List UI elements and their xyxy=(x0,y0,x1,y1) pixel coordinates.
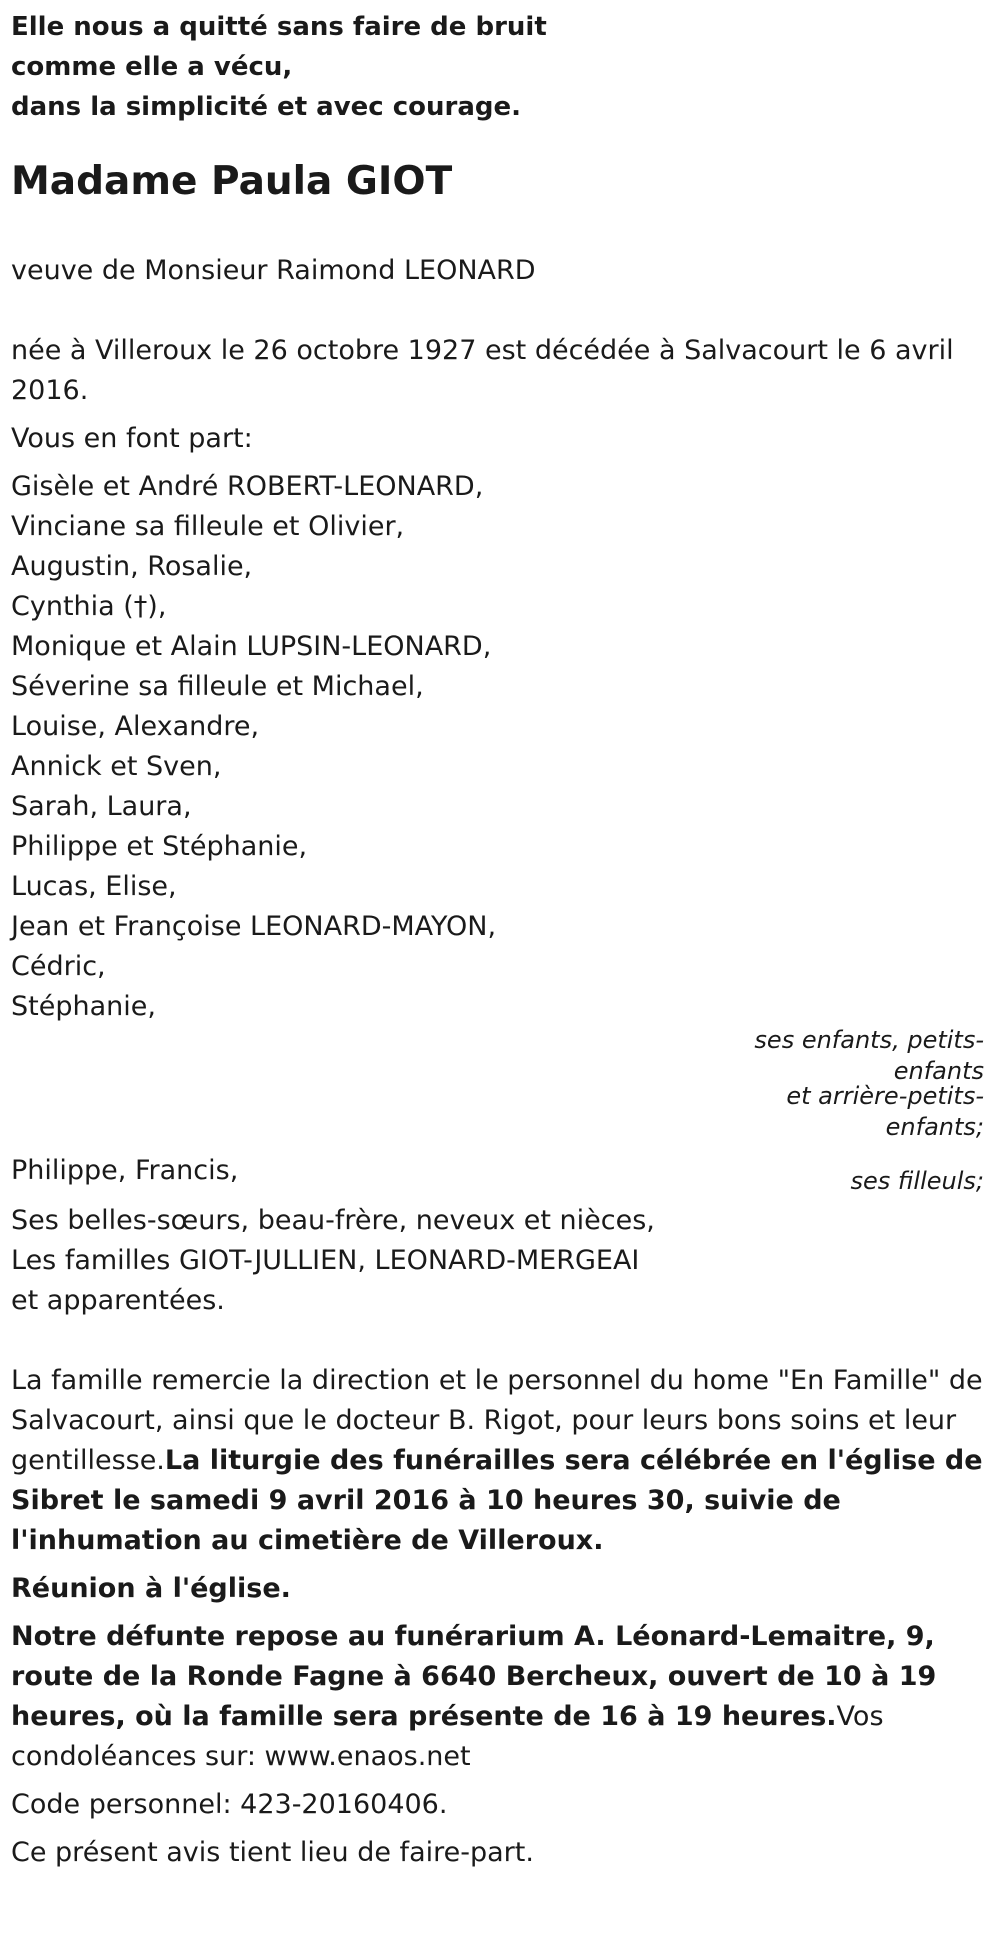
list-item: Annick et Sven, xyxy=(11,751,222,782)
list-item: Sarah, Laura, xyxy=(11,791,192,822)
intro-line: comme elle a vécu, xyxy=(11,52,293,82)
list-item: Vinciane sa filleule et Olivier, xyxy=(11,511,405,542)
list-item: Augustin, Rosalie, xyxy=(11,551,253,582)
extended-family-line: Les familles GIOT-JULLIEN, LEONARD-MERGEAI xyxy=(11,1245,640,1276)
list-item: Lucas, Elise, xyxy=(11,871,177,902)
list-item: Jean et Françoise LEONARD-MAYON, xyxy=(11,911,497,942)
intro-verse xyxy=(11,7,990,127)
intro-line: Elle nous a quitté sans faire de bruit xyxy=(11,12,547,42)
repose-details: Notre défunte repose au funérarium A. Léonard-Lemaitre, 9, route de la Ronde Fagne à 6640 Bercheux, ouvert de 10 à 19 heures, où la famille sera présente de 16 à 19 heures. xyxy=(11,1621,937,1732)
list-item: Gisèle et André ROBERT-LEONARD, xyxy=(11,471,484,502)
list-item: Cynthia (†), xyxy=(11,591,167,622)
condolences-text: Vos condoléances sur: www.enaos.net xyxy=(11,1701,884,1772)
extended-family xyxy=(11,1201,990,1321)
family-list xyxy=(11,467,990,1027)
announce-line: Vous en font part: xyxy=(11,423,253,454)
repose-paragraph xyxy=(11,1617,990,1777)
godchildren-names: Philippe, Francis, xyxy=(11,1155,239,1186)
role-children-line: et arrière-petits-enfants; xyxy=(786,1082,984,1141)
widow-line: veuve de Monsieur Raimond LEONARD xyxy=(11,255,536,286)
birth-death-line: née à Villeroux le 26 octobre 1927 est décédée à Salvacourt le 6 avril 2016. xyxy=(11,335,954,406)
list-item: Cédric, xyxy=(11,951,106,982)
obituary-notice xyxy=(0,7,990,1873)
list-item: Louise, Alexandre, xyxy=(11,711,260,742)
personal-code: Code personnel: 423-20160406. xyxy=(11,1789,448,1820)
role-godchildren: ses filleuls; xyxy=(850,1167,984,1195)
deceased-name: Madame Paula GIOT xyxy=(11,159,453,204)
thanks-paragraph xyxy=(11,1361,990,1561)
role-children xyxy=(734,1025,990,1143)
extended-family-line: et apparentées. xyxy=(11,1285,225,1316)
notice-line: Ce présent avis tient lieu de faire-part. xyxy=(11,1837,534,1868)
thanks-text: La famille remercie la direction et le personnel du home "En Famille" de Salvacourt, ainsi que le docteur B. Rigot, pour leurs bons soins et leur gentillesse. xyxy=(11,1365,983,1476)
list-item: Stéphanie, xyxy=(11,991,156,1022)
list-item: Séverine sa filleule et Michael, xyxy=(11,671,424,702)
extended-family-line: Ses belles-sœurs, beau-frère, neveux et nièces, xyxy=(11,1205,655,1236)
meeting-line: Réunion à l'église. xyxy=(11,1573,291,1604)
role-children-line: ses enfants, petits-enfants xyxy=(754,1026,984,1085)
intro-line: dans la simplicité et avec courage. xyxy=(11,92,522,122)
list-item: Philippe et Stéphanie, xyxy=(11,831,308,862)
godchildren-row xyxy=(11,1151,990,1195)
list-item: Monique et Alain LUPSIN-LEONARD, xyxy=(11,631,492,662)
funeral-details: La liturgie des funérailles sera célébrée en l'église de Sibret le samedi 9 avril 2016 à 10 heures 30, suivie de l'inhumation au cimetière de Villeroux. xyxy=(11,1445,983,1556)
